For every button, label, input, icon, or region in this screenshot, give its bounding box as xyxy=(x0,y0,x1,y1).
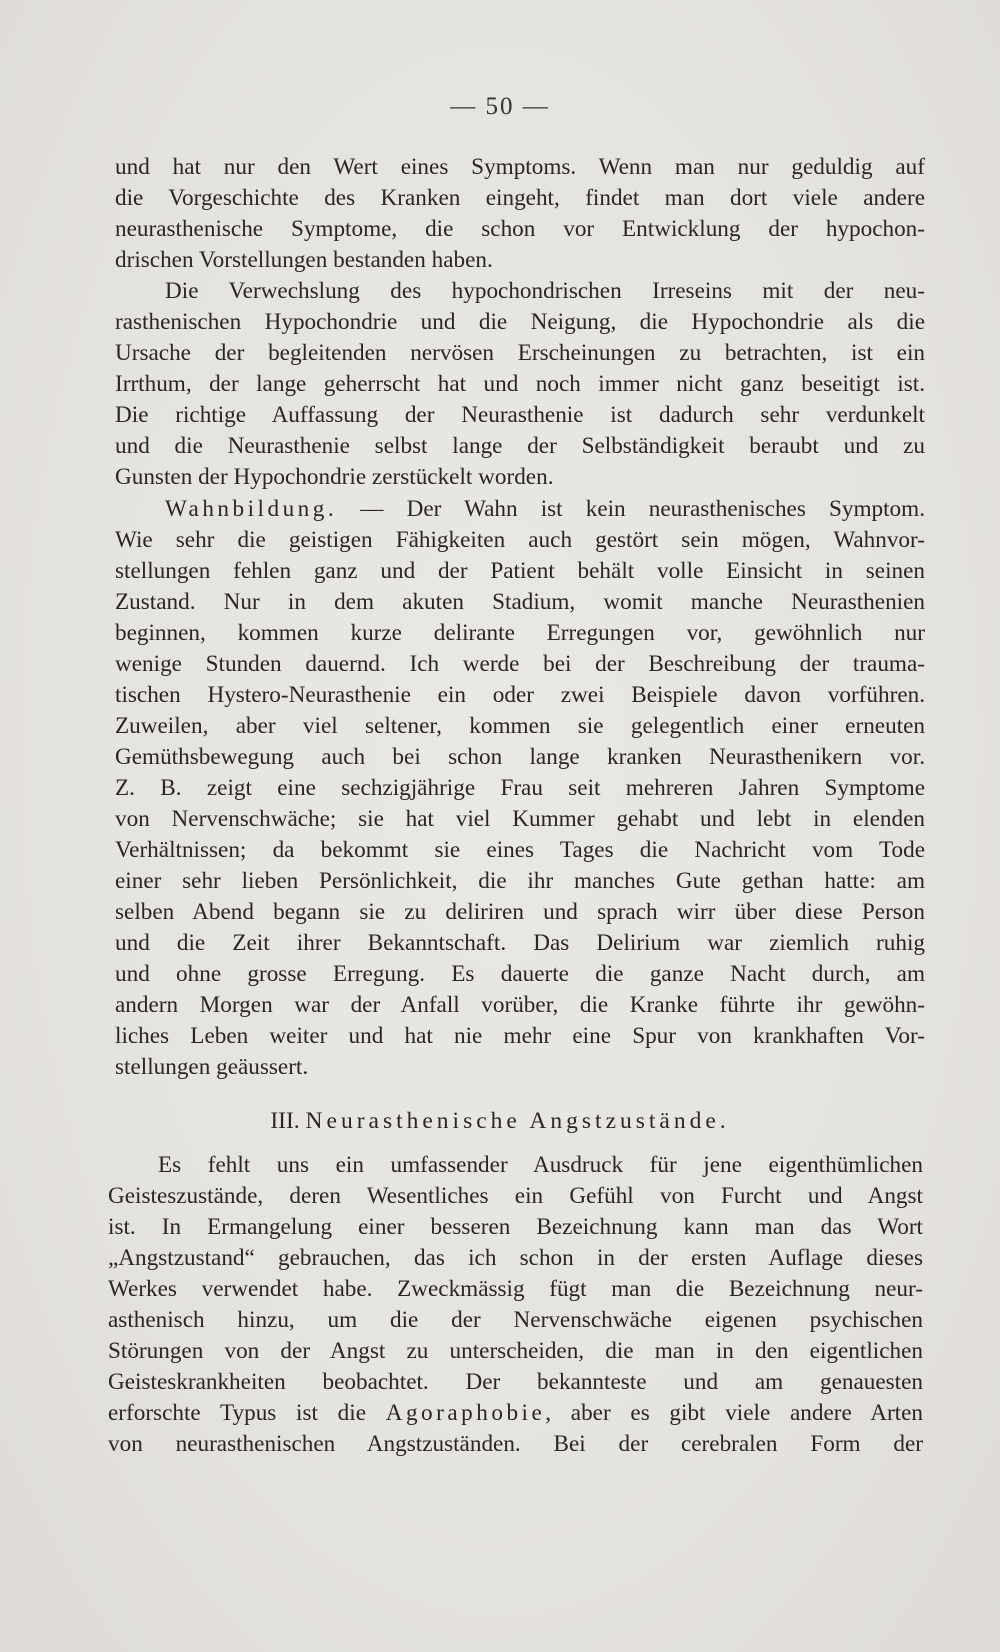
text-line xyxy=(115,494,925,525)
text-line: ist. In Ermangelung einer besseren Bezeichnung kann man das Wort xyxy=(108,1214,923,1240)
text-line: von neurasthenischen Angstzuständen. Bei der cerebralen Form der xyxy=(108,1431,923,1457)
text-run: , aber es gibt viele andere Arten xyxy=(545,1400,923,1426)
text-line: tischen Hystero-Neurasthenie ein oder zwei Beispiele davon vorführen. xyxy=(115,682,925,708)
text-line: Störungen von der Angst zu unterscheiden, die man in den eigentlichen xyxy=(108,1338,923,1364)
section-numeral: III. xyxy=(270,1108,300,1134)
text-line: Irrthum, der lange geherrscht hat und noch immer nicht ganz beseitigt ist. xyxy=(115,371,925,397)
text-line: beginnen, kommen kurze delirante Erregungen vor, gewöhnlich nur xyxy=(115,620,925,646)
text-line: Zuweilen, aber viel seltener, kommen sie gelegentlich einer erneuten xyxy=(115,713,925,739)
text-run: — Der Wahn ist kein neurasthenisches Symptom. xyxy=(337,496,925,522)
text-line: stellungen geäussert. xyxy=(115,1054,309,1080)
text-line: Gemüthsbewegung auch bei schon lange kranken Neurasthenikern vor. xyxy=(115,744,925,770)
text-line: liches Leben weiter und hat nie mehr eine Spur von krankhaften Vor- xyxy=(115,1023,925,1049)
text-line: stellungen fehlen ganz und der Patient behält volle Einsicht in seinen xyxy=(115,558,925,584)
text-line: Werkes verwendet habe. Zweckmässig fügt man die Bezeichnung neur- xyxy=(108,1276,923,1302)
text-line: drischen Vorstellungen bestanden haben. xyxy=(115,247,493,273)
text-line: Die richtige Auffassung der Neurasthenie ist dadurch sehr verdunkelt xyxy=(115,402,925,428)
text-line: „Angstzustand“ gebrauchen, das ich schon in der ersten Auflage dieses xyxy=(108,1245,923,1271)
text-line xyxy=(108,1398,923,1429)
text-line: Es fehlt uns ein umfassender Ausdruck für jene eigenthümlichen xyxy=(158,1152,923,1178)
text-line: Wie sehr die geistigen Fähigkeiten auch gestört sein mögen, Wahnvor- xyxy=(115,527,925,553)
text-line: und die Zeit ihrer Bekanntschaft. Das Delirium war ziemlich ruhig xyxy=(115,930,925,956)
text-line: rasthenischen Hypochondrie und die Neigung, die Hypochondrie als die xyxy=(115,309,925,335)
section-heading xyxy=(0,1105,1000,1137)
text-line: Verhältnissen; da bekommt sie eines Tages die Nachricht vom Tode xyxy=(115,837,925,863)
paragraph-hypochondria-confusion xyxy=(115,276,925,493)
text-line: andern Morgen war der Anfall vorüber, die Kranke führte ihr gewöhn- xyxy=(115,992,925,1018)
text-line: von Nervenschwäche; sie hat viel Kummer gehabt und lebt in elenden xyxy=(115,806,925,832)
paragraph-angstzustaende xyxy=(108,1150,923,1460)
text-line: neurasthenische Symptome, die schon vor Entwicklung der hypochon- xyxy=(115,216,925,242)
text-line: und die Neurasthenie selbst lange der Selbständigkeit beraubt und zu xyxy=(115,433,925,459)
text-line: Die Verwechslung des hypochondrischen Irreseins mit der neu- xyxy=(165,278,925,304)
text-line: und ohne grosse Erregung. Es dauerte die ganze Nacht durch, am xyxy=(115,961,925,987)
text-line: Zustand. Nur in dem akuten Stadium, womit manche Neurasthenien xyxy=(115,589,925,615)
section-title: Neurasthenische Angstzustände. xyxy=(305,1108,730,1134)
text-line: und hat nur den Wert eines Symptoms. Wenn man nur geduldig auf xyxy=(115,154,925,180)
text-line: Gunsten der Hypochondrie zerstückelt worden. xyxy=(115,464,554,490)
text-line: die Vorgeschichte des Kranken eingeht, findet man dort viele andere xyxy=(115,185,925,211)
text-line: Ursache der begleitenden nervösen Erscheinungen zu betrachten, ist ein xyxy=(115,340,925,366)
text-line: einer sehr lieben Persönlichkeit, die ihr manches Gute gethan hatte: am xyxy=(115,868,925,894)
text-line: Z. B. zeigt eine sechzigjährige Frau seit mehreren Jahren Symptome xyxy=(115,775,925,801)
text-line: asthenisch hinzu, um die der Nervenschwäche eigenen psychischen xyxy=(108,1307,923,1333)
text-line: selben Abend begann sie zu deliriren und sprach wirr über diese Person xyxy=(115,899,925,925)
run-in-heading-wahnbildung: Wahnbildung. xyxy=(165,496,338,522)
text-run: erforschte Typus ist die xyxy=(108,1400,386,1426)
paragraph-symptom-continuation xyxy=(115,152,925,276)
text-line: Geisteszustände, deren Wesentliches ein Gefühl von Furcht und Angst xyxy=(108,1183,923,1209)
page-number: — 50 — xyxy=(450,93,550,120)
text-line: Geisteskrankheiten beobachtet. Der bekannteste und am genauesten xyxy=(108,1369,923,1395)
paragraph-wahnbildung xyxy=(115,494,925,1083)
emphasis-agoraphobie: Agoraphobie xyxy=(385,1400,546,1426)
text-line: wenige Stunden dauernd. Ich werde bei der Beschreibung der trauma- xyxy=(115,651,925,677)
